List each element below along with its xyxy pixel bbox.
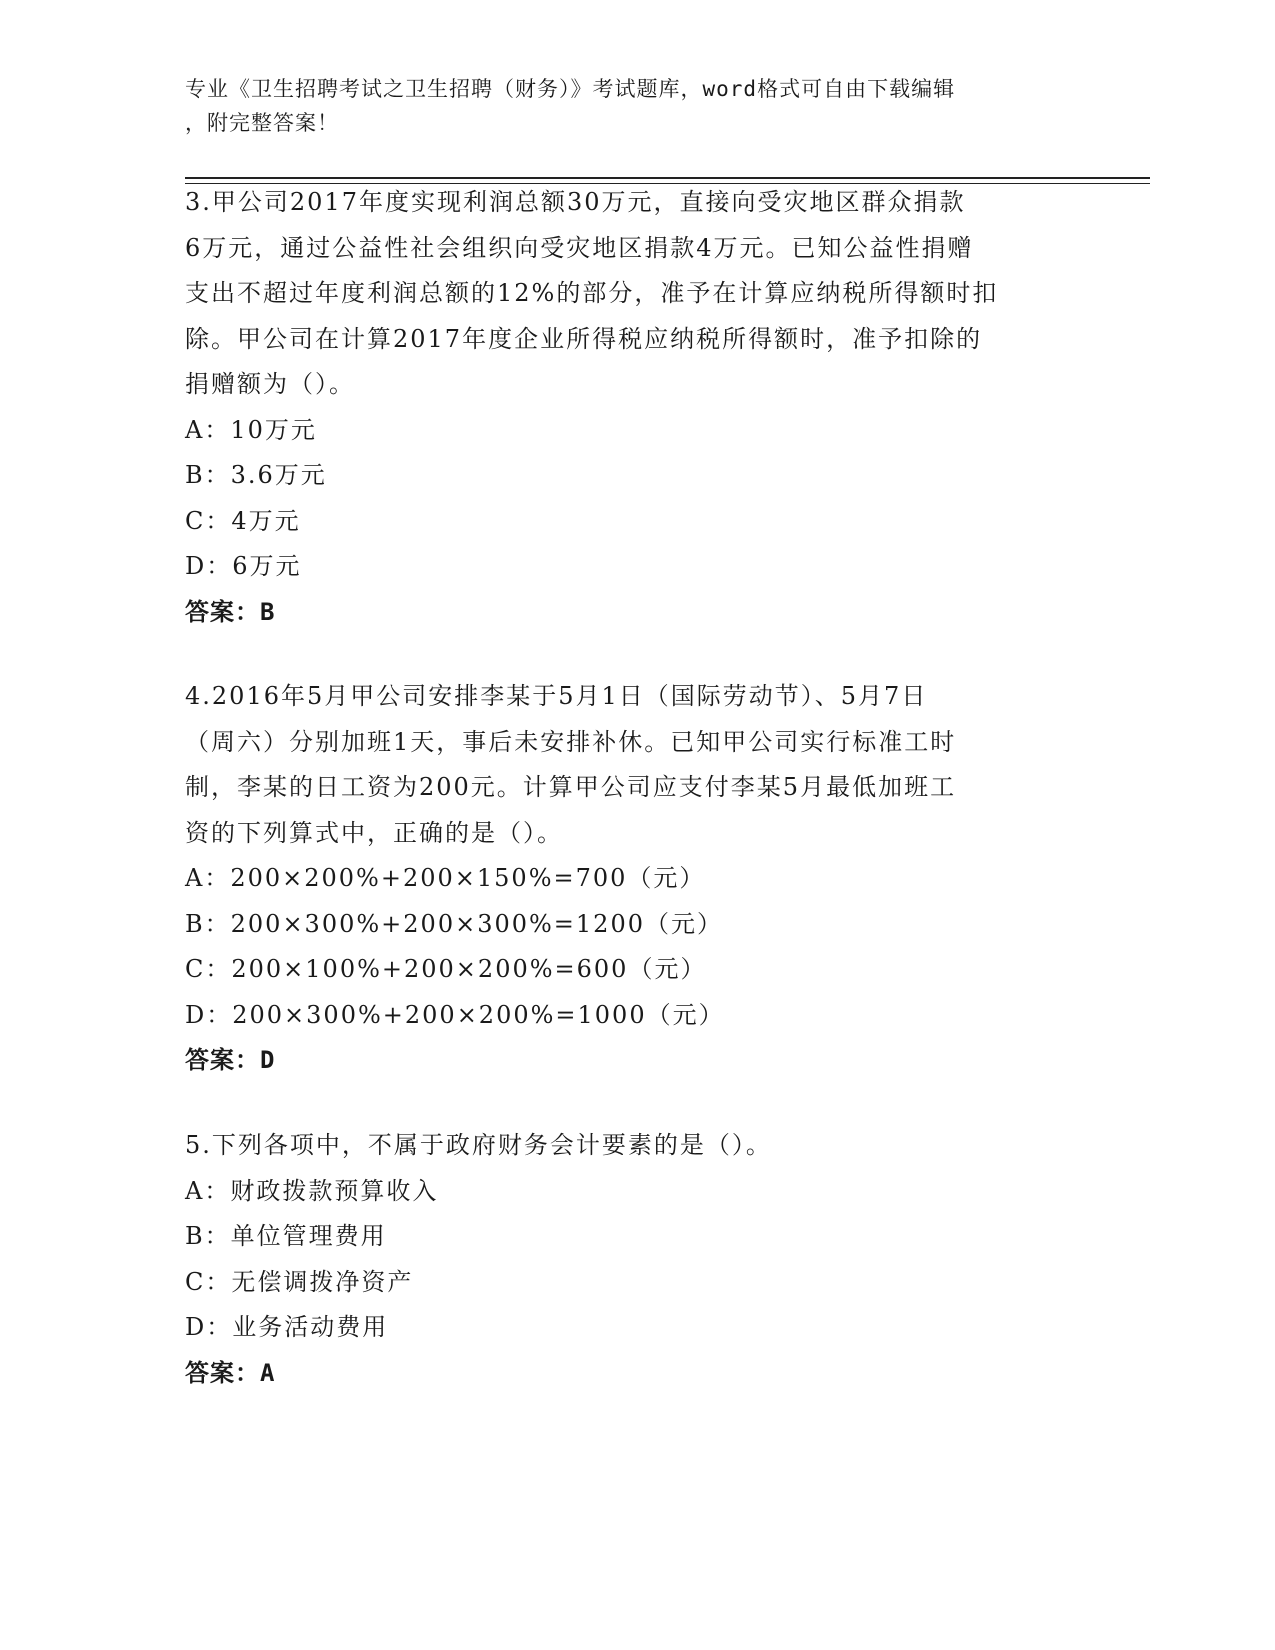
answer: 答案：A xyxy=(185,1358,276,1387)
question-text-line: 6万元，通过公益性社会组织向受灾地区捐款4万元。已知公益性捐赠 xyxy=(185,233,974,262)
option-b: B：单位管理费用 xyxy=(185,1222,387,1250)
header-line-1: 专业《卫生招聘考试之卫生招聘（财务）》考试题库，word格式可自由下载编辑 xyxy=(185,77,956,101)
question-text-line: 捐赠额为（）。 xyxy=(185,370,355,398)
question-text-line: 除。甲公司在计算2017年度企业所得税应纳税所得额时，准予扣除的 xyxy=(185,324,983,353)
option-c: C：无偿调拨净资产 xyxy=(185,1267,414,1296)
option-a: A：10万元 xyxy=(185,415,317,444)
question-text-line: 制，李某的日工资为200元。计算甲公司应支付李某5月最低加班工 xyxy=(185,773,957,801)
question-text-line: 5.下列各项中，不属于政府财务会计要素的是（）。 xyxy=(185,1131,772,1159)
question-3 xyxy=(185,180,1085,635)
option-a: A：200×200%+200×150%=700（元） xyxy=(185,864,706,892)
question-5 xyxy=(185,1123,1085,1396)
option-b: B：200×300%+200×300%=1200（元） xyxy=(185,909,723,938)
option-c: C：4万元 xyxy=(185,506,301,535)
question-text-line: （周六）分别加班1天，事后未安排补休。已知甲公司实行标准工时 xyxy=(185,727,957,756)
header-divider-thick xyxy=(185,177,1150,179)
option-a: A：财政拨款预算收入 xyxy=(185,1176,439,1205)
document-header xyxy=(185,72,1085,140)
question-4 xyxy=(185,674,1085,1084)
answer: 答案：D xyxy=(185,1046,276,1074)
option-c: C：200×100%+200×200%=600（元） xyxy=(185,955,707,983)
option-d: D：业务活动费用 xyxy=(185,1313,389,1341)
question-text-line: 3.甲公司2017年度实现利润总额30万元，直接向受灾地区群众捐款 xyxy=(185,188,966,216)
option-d: D：6万元 xyxy=(185,552,302,580)
question-text-line: 资的下列算式中，正确的是（）。 xyxy=(185,818,563,847)
question-text-line: 4.2016年5月甲公司安排李某于5月1日（国际劳动节）、5月7日 xyxy=(185,682,928,710)
answer: 答案：B xyxy=(185,597,276,626)
question-text-line: 支出不超过年度利润总额的12%的部分，准予在计算应纳税所得额时扣 xyxy=(185,279,999,307)
option-b: B：3.6万元 xyxy=(185,461,327,489)
option-d: D：200×300%+200×200%=1000（元） xyxy=(185,1000,725,1029)
header-line-2: ，附完整答案！ xyxy=(185,111,339,135)
